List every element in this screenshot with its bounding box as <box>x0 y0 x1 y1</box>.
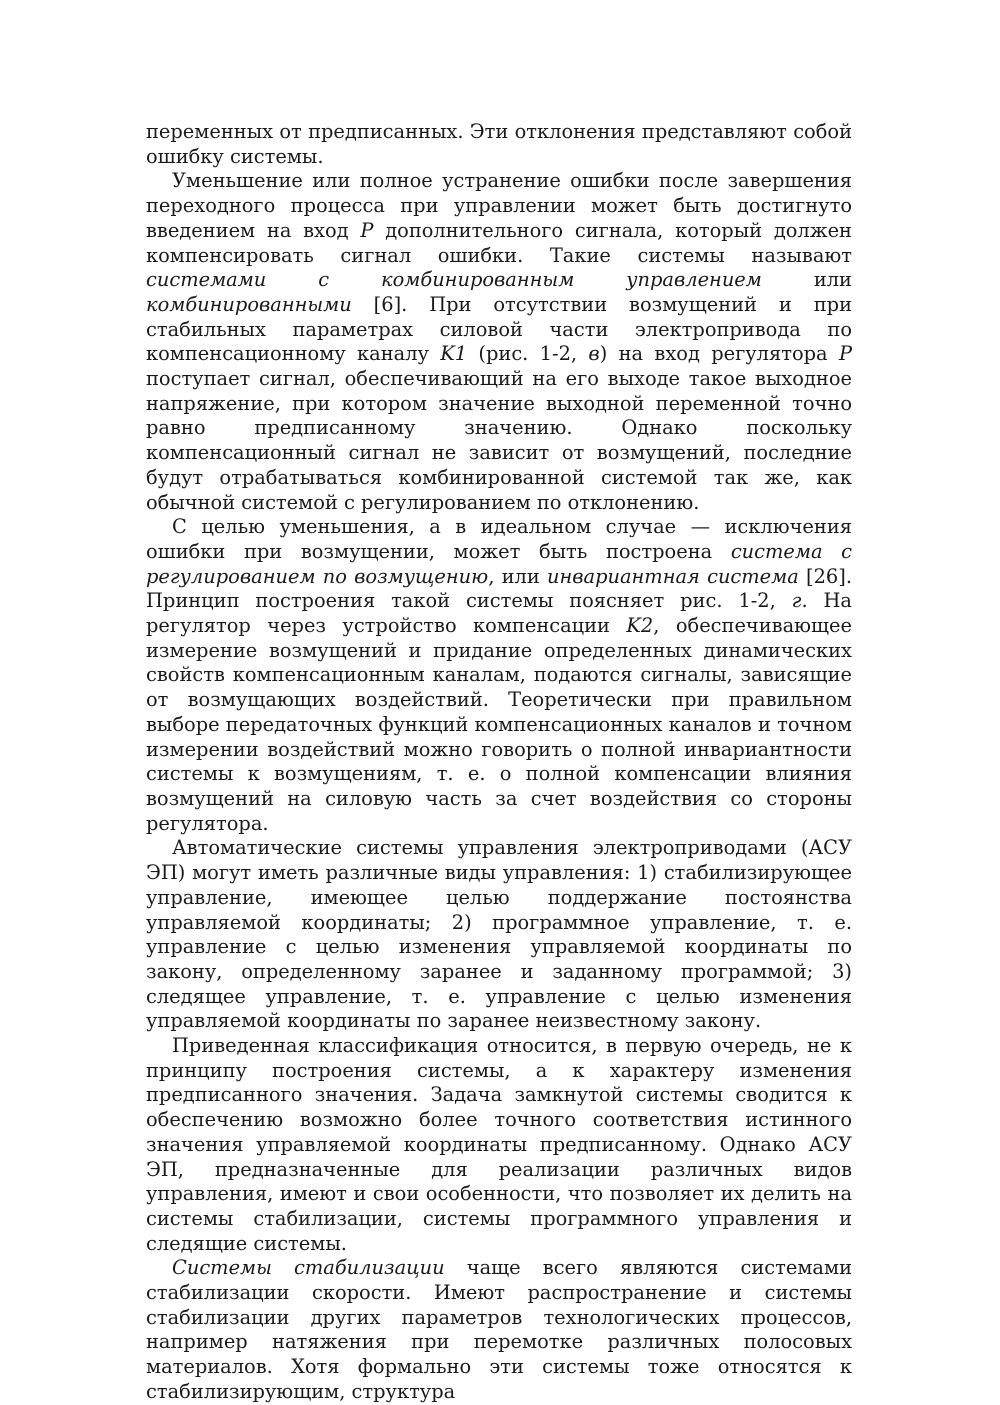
italic-term-combined: комбинированными <box>146 292 352 316</box>
text-segment: ) на вход регулятора <box>599 342 839 366</box>
italic-symbol-k1: K1 <box>440 342 468 366</box>
text-segment: [6]. При отсутствии возмущений и при стабильных параметрах силовой части электропривода по компенсационному каналу <box>146 292 852 366</box>
paragraph-5 <box>146 1034 852 1256</box>
text-segment: дополнительного сигнала, который должен компенсировать сигнал ошибки. Такие системы называют <box>146 218 852 267</box>
italic-figure-letter: в <box>588 342 600 366</box>
text-segment: Автоматические системы управления электроприводами (АСУ ЭП) могут иметь различные виды управления: 1) стабилизирующее управление, имеющее целью поддержание постоянства управляемой координаты; 2) программное управление, т. е. управление с целью изменения управляемой координаты по закону, определенному заранее и заданному программой; 3) следящее управление, т. е. управление с целью изменения управляемой координаты по заранее неизвестному закону. <box>146 836 852 1033</box>
text-segment: Уменьшение или полное устранение ошибки после завершения переходного процесса при управлении может быть достигнуто введением на вход <box>146 169 852 242</box>
text-segment: [26]. Принцип построения такой системы поясняет рис. 1-2, <box>146 564 852 613</box>
paragraph-6 <box>146 1256 852 1404</box>
italic-symbol-k2: K2 <box>626 614 654 638</box>
italic-term-invariant-system: инвариантная система <box>546 564 799 588</box>
text-segment: или <box>761 268 852 292</box>
italic-term-disturbance-control: система с регулированием по возмущению <box>146 539 852 588</box>
text-segment: переменных от предписанных. Эти отклонения представляют собой ошибку системы. <box>146 120 852 168</box>
paragraph-2 <box>146 169 852 515</box>
text-segment: , или <box>488 564 547 588</box>
text-segment: , обеспечивающее измерение возмущений и придание определенных динамических свойств компенсационным каналам, подаются сигналы, зависящие от возмущающих воздействий. Теоретически при правильном выборе передаточных функций компенсационных каналов и точном измерении воздействий можно говорить о полной инвариантности системы к возмущениям, т. е. о полной компенсации влияния возмущений на силовую часть за счет воздействия со стороны регулятора. <box>146 614 853 835</box>
italic-term-combined-control: системами с комбинированным управлением <box>146 268 762 292</box>
text-segment: чаще всего являются системами стабилизации скорости. Имеют распространение и системы стабилизации других параметров технологических процессов, например натяжения при перемотке различных полосовых материалов. Хотя формально эти системы тоже относятся к стабилизирующим, структура <box>146 1256 852 1403</box>
paragraph-1 <box>146 120 852 169</box>
text-segment: С целью уменьшения, а в идеальном случае — исключения ошибки при возмущении, может быть построена <box>146 515 852 563</box>
text-segment: Приведенная классификация относится, в первую очередь, не к принципу построения системы, а к характеру изменения предписанного значения. Задача замкнутой системы сводится к обеспечению возможно более точного соответствия истинного значения управляемой координаты предписанному. Однако АСУ ЭП, предназначенные для реализации различных видов управления, имеют и свои особенности, что позволяет их делить на системы стабилизации, системы программного управления и следящие системы. <box>146 1034 852 1255</box>
text-segment: . На регулятор через устройство компенсации <box>146 589 852 638</box>
paragraph-4 <box>146 836 852 1034</box>
paragraph-3 <box>146 515 852 836</box>
text-segment: поступает сигнал, обеспечивающий на его выходе такое выходное напряжение, при котором значение выходной переменной точно равно предписанному значению. Однако поскольку компенсационный сигнал не зависит от возмущений, последние будут отрабатываться комбинированной системой так же, как обычной системой с регулированием по отклонению. <box>146 367 852 514</box>
italic-figure-letter: г <box>791 589 802 613</box>
page-body <box>146 120 852 1405</box>
text-segment: (рис. 1-2, <box>467 342 589 366</box>
italic-symbol-p: P <box>360 218 374 242</box>
italic-term-stabilization-systems: Системы стабилизации <box>172 1256 445 1280</box>
italic-symbol-p: P <box>838 342 852 366</box>
